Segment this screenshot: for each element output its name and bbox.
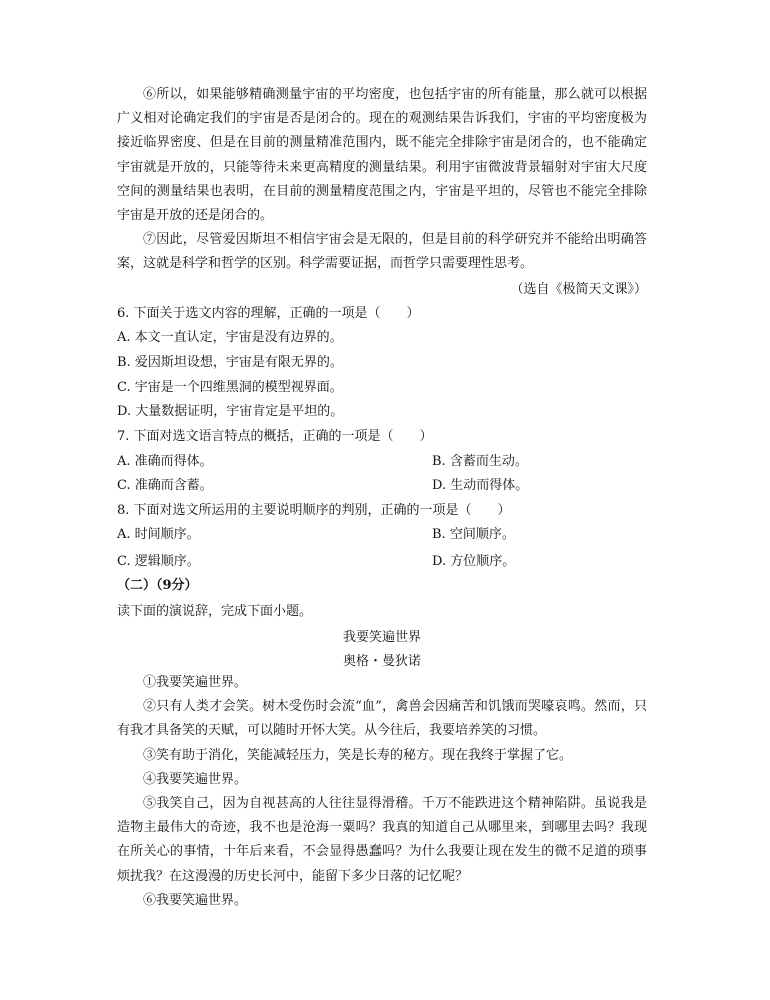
speech-body bbox=[117, 671, 647, 913]
paragraph-7 bbox=[117, 228, 647, 276]
speech-title: 我要笑遍世界 bbox=[342, 630, 421, 645]
speech-paragraph-3: ③笑有助于消化，笑能减轻压力，笑是长寿的秘方。现在我终于掌握了它。 bbox=[143, 747, 573, 763]
question-7-option-c: C. 准确而含蓄。 bbox=[117, 478, 213, 493]
question-8-option-b: B. 空间顺序。 bbox=[432, 527, 515, 542]
question-8-option-c: C. 逻辑顺序。 bbox=[117, 554, 200, 569]
section-2-instruction: 读下面的演说辞，完成下面小题。 bbox=[117, 604, 313, 619]
paragraph-7-text: ⑦因此，尽管爱因斯坦不相信宇宙会是无限的，但是目前的科学研究并不能给出明确答案，这就是科学和哲学的区别。科学需要证据，而哲学只需要理性思考。 bbox=[117, 232, 647, 272]
speech-paragraph-5: ⑤我笑自己，因为自视甚高的人往往显得滑稽。千万不能跌进这个精神陷阱。虽说我是造物主最伟大的奇迹，我不也是沧海一粟吗？我真的知道自己从哪里来，到哪里去吗？我现在所关心的事情，十年后来看，不会显得愚蠢吗？为什么我要让现在发生的微不足道的琐事烦扰我？在这漫漫的历史长河中，能留下多少日落的记忆呢？ bbox=[117, 796, 647, 884]
question-6-stem: 6. 下面关于选文内容的理解，正确的一项是（ ） bbox=[117, 306, 420, 321]
paragraph-6 bbox=[117, 83, 647, 228]
speech-paragraph-2: ②只有人类才会笑。树木受伤时会流“血”，禽兽会因痛苦和饥饿而哭嚎哀鸣。然而，只有我才具备笑的天赋，可以随时开怀大笑。从今往后，我要培养笑的习惯。 bbox=[117, 699, 647, 739]
speech-paragraph-1: ①我要笑遍世界。 bbox=[143, 675, 248, 690]
question-6-option-c: C. 宇宙是一个四维黑洞的模型视界面。 bbox=[117, 380, 343, 395]
question-7-stem: 7. 下面对选文语言特点的概括，正确的一项是（ ） bbox=[117, 429, 433, 444]
speech-paragraph-4: ④我要笑遍世界。 bbox=[143, 771, 248, 787]
question-7-option-d: D. 生动而得体。 bbox=[432, 478, 529, 493]
source-citation: （选自《极简天文课》） bbox=[510, 282, 647, 297]
question-6-option-b: B. 爱因斯坦设想，宇宙是有限无界的。 bbox=[117, 355, 343, 370]
speech-author: 奥格・曼狄诺 bbox=[342, 654, 421, 669]
question-6-option-d: D. 大量数据证明，宇宙肯定是平坦的。 bbox=[117, 404, 344, 419]
section-2-heading: （二）（9分） bbox=[117, 578, 198, 593]
question-8-option-a: A. 时间顺序。 bbox=[117, 527, 200, 542]
question-8-stem: 8. 下面对选文所运用的主要说明顺序的判别，正确的一项是（ ） bbox=[117, 503, 511, 518]
question-7-option-b: B. 含蓄而生动。 bbox=[432, 454, 528, 469]
question-8-option-d: D. 方位顺序。 bbox=[432, 554, 516, 569]
question-7-option-a: A. 准确而得体。 bbox=[117, 454, 213, 469]
paragraph-6-text: ⑥所以，如果能够精确测量宇宙的平均密度，也包括宇宙的所有能量，那么就可以根据广义相对论确定我们的宇宙是否是闭合的。现在的观测结果告诉我们，宇宙的平均密度极为接近临界密度、但是在目前的测量精准范围内，既不能完全排除宇宙是闭合的，也不能确定宇宙就是开放的，只能等待未来更高精度的测量结果。利用宇宙微波背景辐射对宇宙大尺度空间的测量结果也表明，在目前的测量精度范围之内，宇宙是平坦的，尽管也不能完全排除宇宙是开放的还是闭合的。 bbox=[117, 87, 647, 224]
question-6-option-a: A. 本文一直认定，宇宙是没有边界的。 bbox=[117, 330, 343, 345]
speech-paragraph-6: ⑥我要笑遍世界。 bbox=[143, 892, 248, 908]
